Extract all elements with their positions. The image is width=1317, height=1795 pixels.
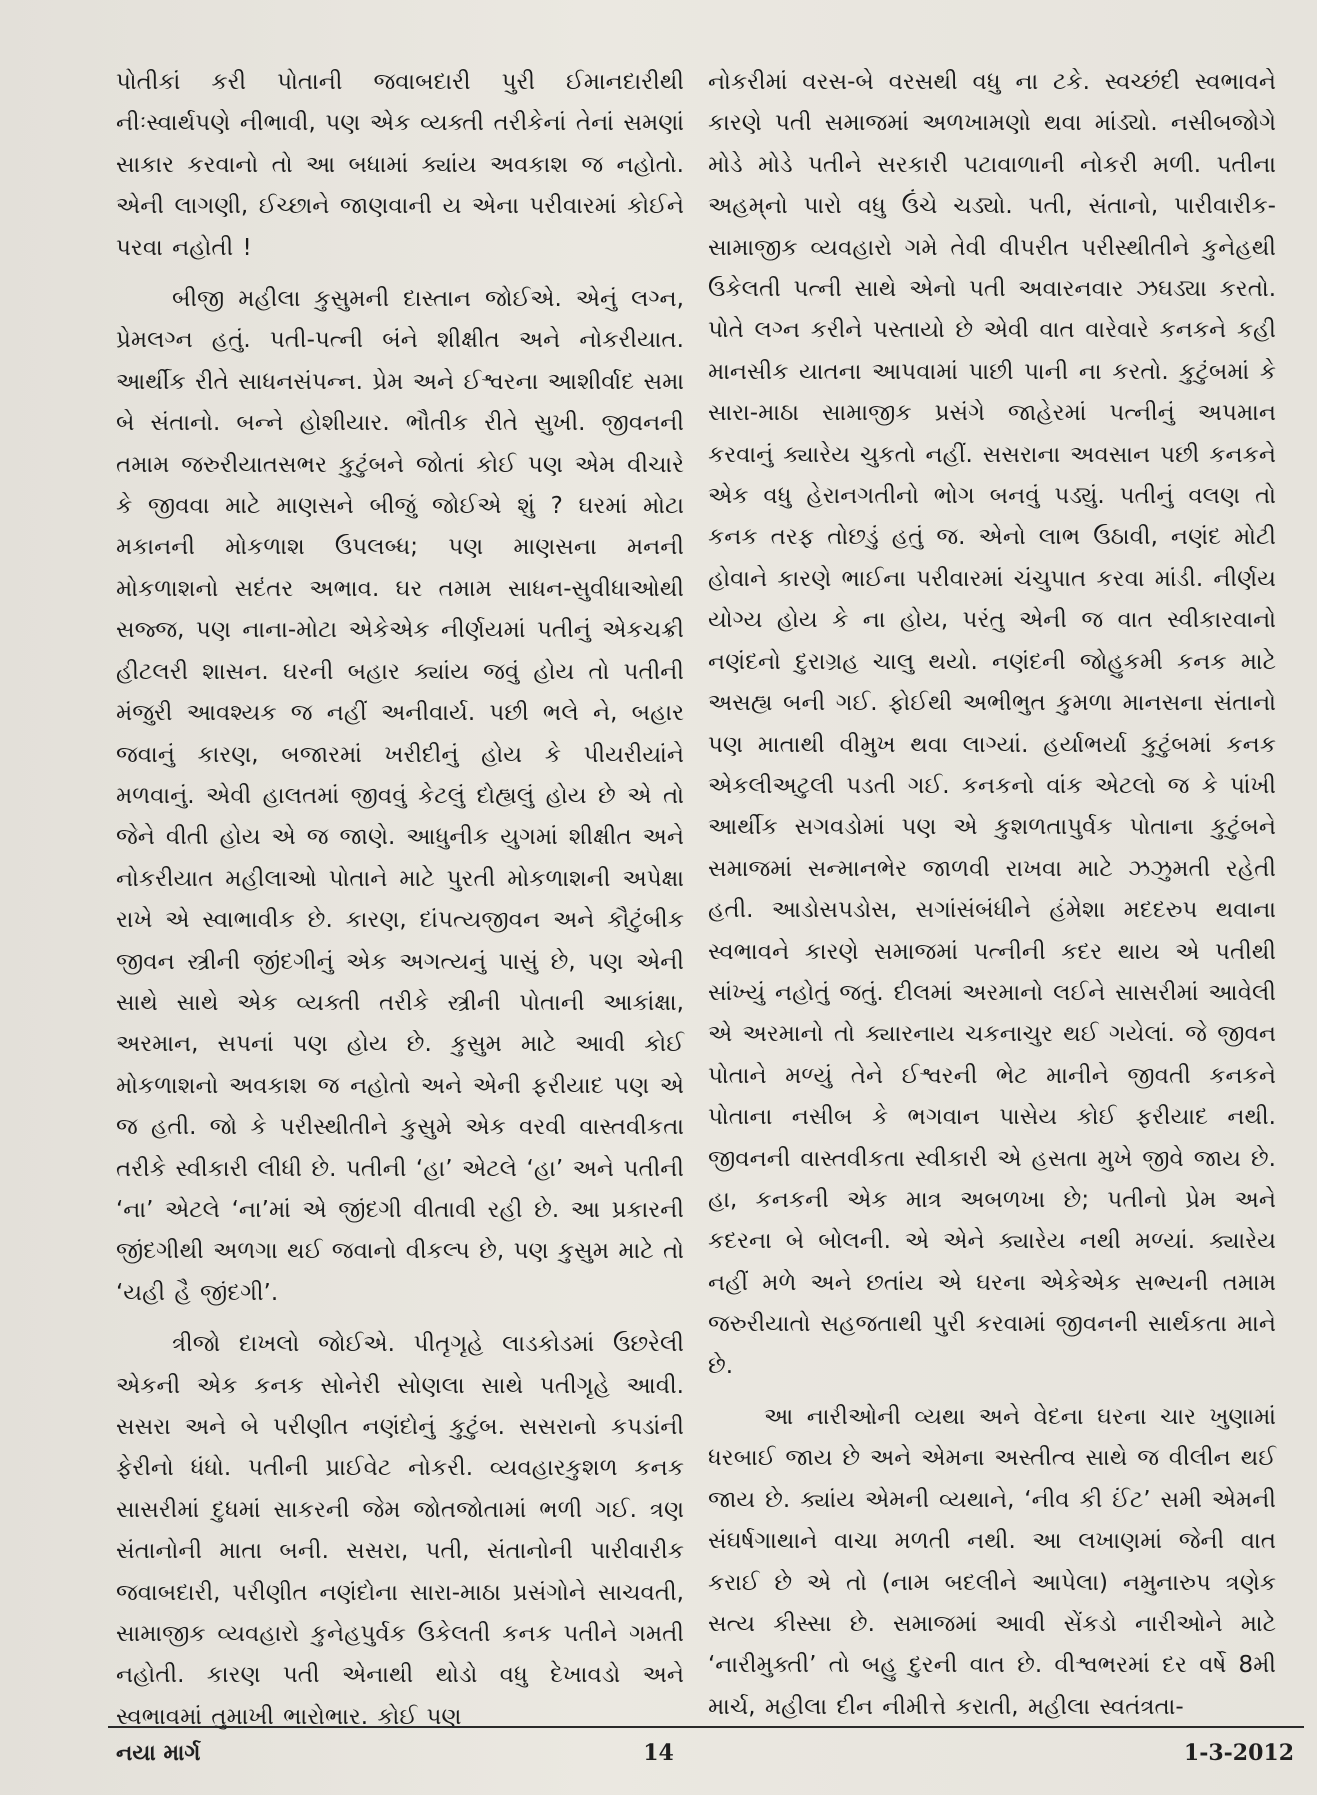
article-paragraph-4: નોકરીમાં વરસ-બે વરસથી વધુ ના ટકે. સ્વચ્છંદી સ્વભાવને કારણે પતી સમાજમાં અળખામણો થવા માંડ્યો. નસીબજોગે મોડે મોડે પતીને સરકારી પટાવાળાની નોકરી મળી. પતીના અહમ્‌નો પારો વધુ ઉંચે ચડ્યો. પતી, સંતાનો, પારીવારીક-સામાજીક વ્યવહારો ગમે તેવી વીપરીત પરીસ્થીતીને કુનેહથી ઉકેલતી પત્ની સાથે એનો પતી અવારનવાર ઝઘડ્યા કરતો. પોતે લગ્ન કરીને પસ્તાયો છે એવી વાત વારેવારે કનકને કહી માનસીક યાતના આપવામાં પાછી પાની ના કરતો. કુટુંબમાં કે સારા-માઠા સામાજીક પ્રસંગે જાહેરમાં પત્નીનું અપમાન કરવાનું ક્યારેય ચુકતો નહીં. સસરાના અવસાન પછી કનકને એક વધુ હેરાનગતીનો ભોગ બનવું પડ્યું. પતીનું વલણ તો કનક તરફ તોછડું હતું જ. એનો લાભ ઉઠાવી, નણંદ મોટી હોવાને કારણે ભાઈના પરીવારમાં ચંચુપાત કરવા માંડી. નીર્ણય યોગ્ય હોય કે ના હોય, પરંતુ એની જ વાત સ્વીકારવાનો નણંદનો દુરાગ્રહ ચાલુ થયો. નણંદની જોહુકમી કનક માટે અસહ્ય બની ગઈ. ફોઈથી અભીભુત કુમળા માનસના સંતાનો પણ માતાથી વીમુખ થવા લાગ્યાં. હર્યાભર્યા કુટુંબમાં કનક એકલીઅટુલી પડતી ગઈ. કનકનો વાંક એટલો જ કે પાંખી આર્થીક સગવડોમાં પણ એ કુશળતાપુર્વક પોતાના કુટુંબને સમાજમાં સન્માનભેર જાળવી રાખવા માટે ઝઝુમતી રહેતી હતી. આડોસપડોસ, સગાંસંબંધીને હંમેશા મદદરુપ થવાના સ્વભાવને કારણે સમાજમાં પત્નીની કદર થાય એ પતીથી સાંખ્યું નહોતું જતું. દીલમાં અરમાનો લઈને સાસરીમાં આવેલી એ અરમાનો તો ક્યારનાય ચકનાચુર થઈ ગયેલાં. જે જીવન પોતાને મળ્યું તેને ઈશ્વરની ભેટ માનીને જીવતી કનકને પોતાના નસીબ કે ભગવાન પાસેય કોઈ ફરીયાદ નથી. જીવનની વાસ્તવીકતા સ્વીકારી એ હસતા મુખે જીવે જાય છે. હા, કનકની એક માત્ર અબળખા છે; પતીનો પ્રેમ અને કદરના બે બોલની. એ એને ક્યારેય નથી મળ્યાં. ક્યારેય નહીં મળે અને છતાંય એ ઘરના એકેએક સભ્યની તમામ જરુરીયાતો સહજતાથી પુરી કરવામાં જીવનની સાર્થકતા માને છે.	[708, 69, 1276, 1379]
publication-name: નયા માર્ગ	[116, 1740, 201, 1766]
left-text-column	[116, 62, 684, 1730]
page-number: 14	[643, 1740, 674, 1766]
right-text-column	[708, 62, 1276, 1720]
article-paragraph-1: પોતીકાં કરી પોતાની જવાબદારી પુરી ઈમાનદારીથી નીઃસ્વાર્થપણે નીભાવી, પણ એક વ્યક્તી તરીકેનાં તેનાં સમણાં સાકાર કરવાનો તો આ બધામાં ક્યાંય અવકાશ જ નહોતો. એની લાગણી, ઈચ્છાને જાણવાની ય એના પરીવારમાં કોઈને પરવા નહોતી !	[116, 69, 684, 261]
article-paragraph-5: આ નારીઓની વ્યથા અને વેદના ઘરના ચાર ખુણામાં ધરબાઈ જાય છે અને એમના અસ્તીત્વ સાથે જ વીલીન થઈ જાય છે. ક્યાંય એમની વ્યથાને, ‘નીવ કી ઈંટ’ સમી એમની સંઘર્ષગાથાને વાચા મળતી નથી. આ લખાણમાં જેની વાત કરાઈ છે એ તો (નામ બદલીને આપેલા) નમુનારુપ ત્રણેક સત્ય કીસ્સા છે. સમાજમાં આવી સેંકડો નારીઓને માટે ‘નારીમુક્તી’ તો બહુ દુરની વાત છે. વીશ્વભરમાં દર વર્ષે 8મી માર્ચ, મહીલા દીન નીમીત્તે કરાતી, મહીલા સ્વતંત્રતા-	[708, 1404, 1276, 1720]
article-paragraph-3: ત્રીજો દાખલો જોઈએ. પીતૃગૃહે લાડકોડમાં ઉછરેલી એકની એક કનક સોનેરી સોણલા સાથે પતીગૃહે આવી. સસરા અને બે પરીણીત નણંદોનું કુટુંબ. સસરાનો કપડાંની ફેરીનો ધંધો. પતીની પ્રાઈવેટ નોકરી. વ્યવહારકુશળ કનક સાસરીમાં દુધમાં સાકરની જેમ જોતજોતામાં ભળી ગઈ. ત્રણ સંતાનોની માતા બની. સસરા, પતી, સંતાનોની પારીવારીક જવાબદારી, પરીણીત નણંદોના સારા-માઠા પ્રસંગોને સાચવતી, સામાજીક વ્યવહારો કુનેહપુર્વક ઉકેલતી કનક પતીને ગમતી નહોતી. કારણ પતી એનાથી થોડો વધુ દેખાવડો અને સ્વભાવમાં તુમાખી ભારોભાર. કોઈ પણ	[116, 1331, 684, 1730]
issue-date: 1-3-2012	[1183, 1740, 1294, 1766]
footer-divider	[108, 1726, 1304, 1728]
article-paragraph-2: બીજી મહીલા કુસુમની દાસ્તાન જોઈએ. એનું લગ્ન, પ્રેમલગ્ન હતું. પતી-પત્ની બંને શીક્ષીત અને નોકરીયાત. આર્થીક રીતે સાધનસંપન્ન. પ્રેમ અને ઈશ્વરના આશીર્વાદ સમા બે સંતાનો. બન્ને હોશીયાર. ભૌતીક રીતે સુખી. જીવનની તમામ જરુરીયાતસભર કુટુંબને જોતાં કોઈ પણ એમ વીચારે કે જીવવા માટે માણસને બીજું જોઈએ શું ? ઘરમાં મોટા મકાનની મોકળાશ ઉપલબ્ધ; પણ માણસના મનની મોકળાશનો સદંતર અભાવ. ઘર તમામ સાધન-સુવીધાઓથી સજ્જ, પણ નાના-મોટા એકેએક નીર્ણયમાં પતીનું એકચક્રી હીટલરી શાસન. ઘરની બહાર ક્યાંય જવું હોય તો પતીની મંજુરી આવશ્યક જ નહીં અનીવાર્ય. પછી ભલે ને, બહાર જવાનું કારણ, બજારમાં ખરીદીનું હોય કે પીયરીયાંને મળવાનું. એવી હાલતમાં જીવવું કેટલું દોહ્યલું હોય છે એ તો જેને વીતી હોય એ જ જાણે. આધુનીક યુગમાં શીક્ષીત અને નોકરીયાત મહીલાઓ પોતાને માટે પુરતી મોકળાશની અપેક્ષા રાખે એ સ્વાભાવીક છે. કારણ, દાંપત્યજીવન અને કૌટુંબીક જીવન સ્ત્રીની જીંદગીનું એક અગત્યનું પાસું છે, પણ એની સાથે સાથે એક વ્યક્તી તરીકે સ્ત્રીની પોતાની આકાંક્ષા, અરમાન, સપનાં પણ હોય છે. કુસુમ માટે આવી કોઈ મોકળાશનો અવકાશ જ નહોતો અને એની ફરીયાદ પણ એ જ હતી. જો કે પરીસ્થીતીને કુસુમે એક વરવી વાસ્તવીકતા તરીકે સ્વીકારી લીધી છે. પતીની ‘હા’ એટલે ‘હા’ અને પતીની ‘ના’ એટલે ‘ના’માં એ જીંદગી વીતાવી રહી છે. આ પ્રકારની જીંદગીથી અળગા થઈ જવાનો વીકલ્પ છે, પણ કુસુમ માટે તો ‘યહી હૈ જીંદગી’.	[116, 286, 684, 1306]
